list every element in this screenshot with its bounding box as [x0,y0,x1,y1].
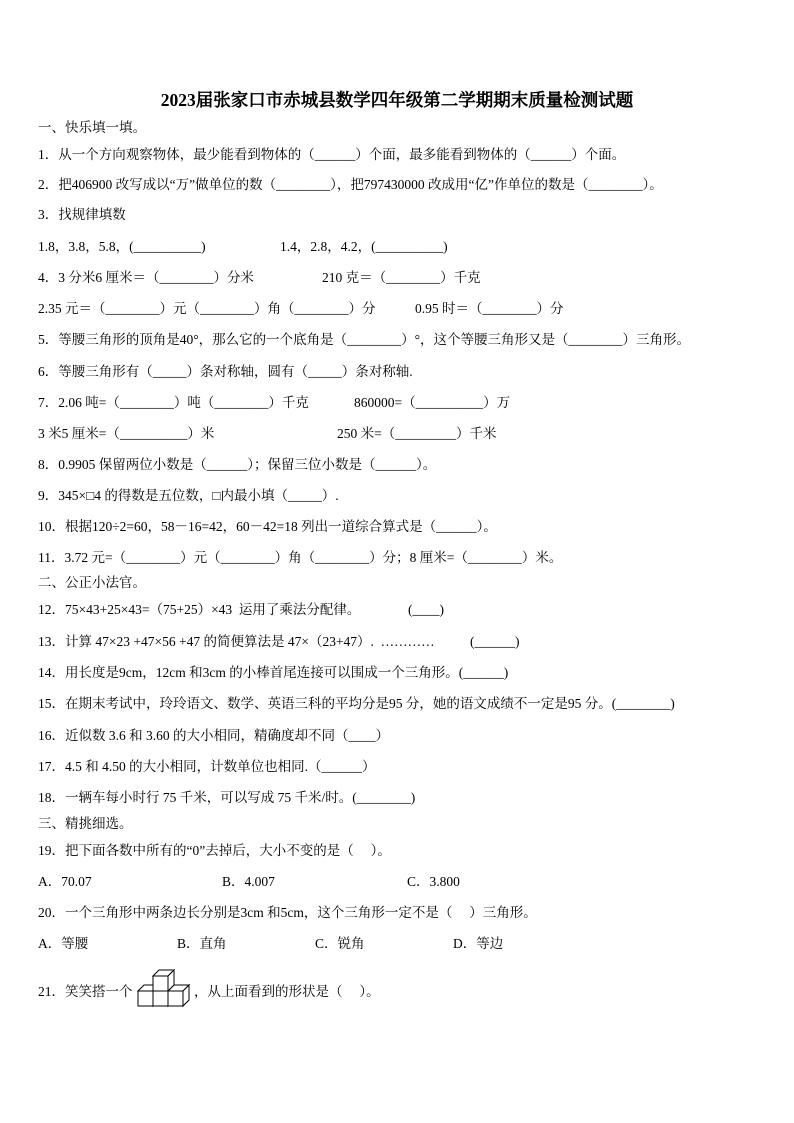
question-16 [0,726,794,746]
question-17-text: 17．4.5 和 4.50 的大小相同，计数单位也相同.（______） [38,759,376,774]
question-19-option-b: B．4.007 [222,874,275,889]
question-15 [0,694,794,714]
question-20-option-b: B．直角 [177,936,227,951]
section-heading-2-text: 二、公正小法官。 [38,575,146,590]
section-heading-2 [0,573,794,593]
question-11-text: 11．3.72 元=（________）元（________）角（________）分；8 厘米=（________）米。 [38,550,563,565]
question-8-text: 8．0.9905 保留两位小数是（______）；保留三位小数是（______）。 [38,457,437,472]
question-17 [0,757,794,777]
question-9 [0,486,794,506]
question-20-option-d: D．等边 [453,936,504,951]
question-5-text: 5．等腰三角形的顶角是40°，那么它的一个底角是（________）°，这个等腰三角形又是（________）三角形。 [38,332,691,347]
question-20-options [0,934,794,954]
question-13-answer-blank: (______) [470,634,520,649]
question-18 [0,788,794,808]
question-11 [0,548,794,568]
question-4-part-d: 0.95 时＝（________）分 [415,301,564,316]
question-15-text: 15．在期末考试中，玲玲语文、数学、英语三科的平均分是95 分，她的语文成绩不一定是95 分。(________) [38,696,675,711]
question-21 [0,982,794,1002]
question-10 [0,517,794,537]
question-12-answer-blank: (____) [408,602,444,617]
question-9-text: 9．345×□4 的得数是五位数，□内最小填（_____）. [38,488,339,503]
question-6 [0,362,794,382]
stacked-cubes-icon [137,967,191,1009]
question-8 [0,455,794,475]
question-7-part-b: 860000=（__________）万 [354,395,511,410]
question-19-text: 19．把下面各数中所有的“0”去掉后，大小不变的是（ ）。 [38,843,391,858]
question-2-text: 2．把406900 改写成以“万”做单位的数（________），把797430000 改成用“亿”作单位的数是（________）。 [38,177,663,192]
question-13-text: 13．计算 47×23 +47×56 +47 的简便算法是 47×（23+47）. ………… [38,634,435,649]
cube-top [153,970,174,991]
question-14 [0,663,794,683]
question-3-sequences [0,237,794,257]
question-4-part-b: 210 克＝（________）千克 [322,270,481,285]
question-2 [0,175,794,195]
question-16-text: 16．近似数 3.6 和 3.60 的大小相同，精确度却不同（____） [38,728,389,743]
question-4-part-a: 4．3 分米6 厘米＝（________）分米 [38,270,254,285]
question-21-text-b: ，从上面看到的形状是（ ）。 [194,984,380,999]
section-heading-3-text: 三、精挑细选。 [38,816,133,831]
question-7-line-2 [0,424,794,444]
question-3-sequence-b: 1.4，2.8，4.2，(__________) [280,239,448,254]
question-20-option-a: A．等腰 [38,936,89,951]
question-13 [0,632,794,652]
question-3 [0,205,794,225]
section-heading-1 [0,118,794,138]
question-7-line-1 [0,393,794,413]
question-12 [0,600,794,620]
question-20-option-c: C．锐角 [315,936,365,951]
question-21-text-a: 21．笑笑搭一个 [38,984,133,999]
question-12-text: 12．75×43+25×43=（75+25）×43 运用了乘法分配律。 [38,602,361,617]
question-18-text: 18．一辆车每小时行 75 千米，可以写成 75 千米/时。(________) [38,790,416,805]
section-heading-3 [0,814,794,834]
page-title: 2023届张家口市赤城县数学四年级第二学期期末质量检测试题 [160,90,634,110]
question-4-part-c: 2.35 元＝（________）元（________）角（________）分 [38,301,376,316]
question-19 [0,841,794,861]
question-7-part-a: 7．2.06 吨=（________）吨（________）千克 [38,395,309,410]
question-19-option-c: C．3.800 [407,874,460,889]
question-3-sequence-a: 1.8，3.8，5.8，(__________) [38,239,206,254]
question-10-text: 10．根据120÷2=60，58－16=42，60－42=18 列出一道综合算式是（______）。 [38,519,497,534]
question-1 [0,145,794,165]
question-7-part-c: 3 米5 厘米=（__________）米 [38,426,215,441]
question-6-text: 6．等腰三角形有（_____）条对称轴，圆有（_____）条对称轴. [38,364,413,379]
question-19-option-a: A．70.07 [38,874,92,889]
question-7-part-d: 250 米=（_________）千米 [337,426,497,441]
question-20 [0,903,794,923]
question-3-text: 3．找规律填数 [38,207,126,222]
question-1-text: 1．从一个方向观察物体，最少能看到物体的（______）个面，最多能看到物体的（______）个面。 [38,147,626,162]
section-heading-1-text: 一、快乐填一填。 [38,120,146,135]
question-4-line-2 [0,299,794,319]
question-19-options [0,872,794,892]
question-20-text: 20．一个三角形中两条边长分别是3cm 和5cm，这个三角形一定不是（ ）三角形。 [38,905,537,920]
question-14-text: 14．用长度是9cm，12cm 和3cm 的小棒首尾连接可以围成一个三角形。(______) [38,665,509,680]
question-5 [0,330,794,350]
question-4-line-1 [0,268,794,288]
